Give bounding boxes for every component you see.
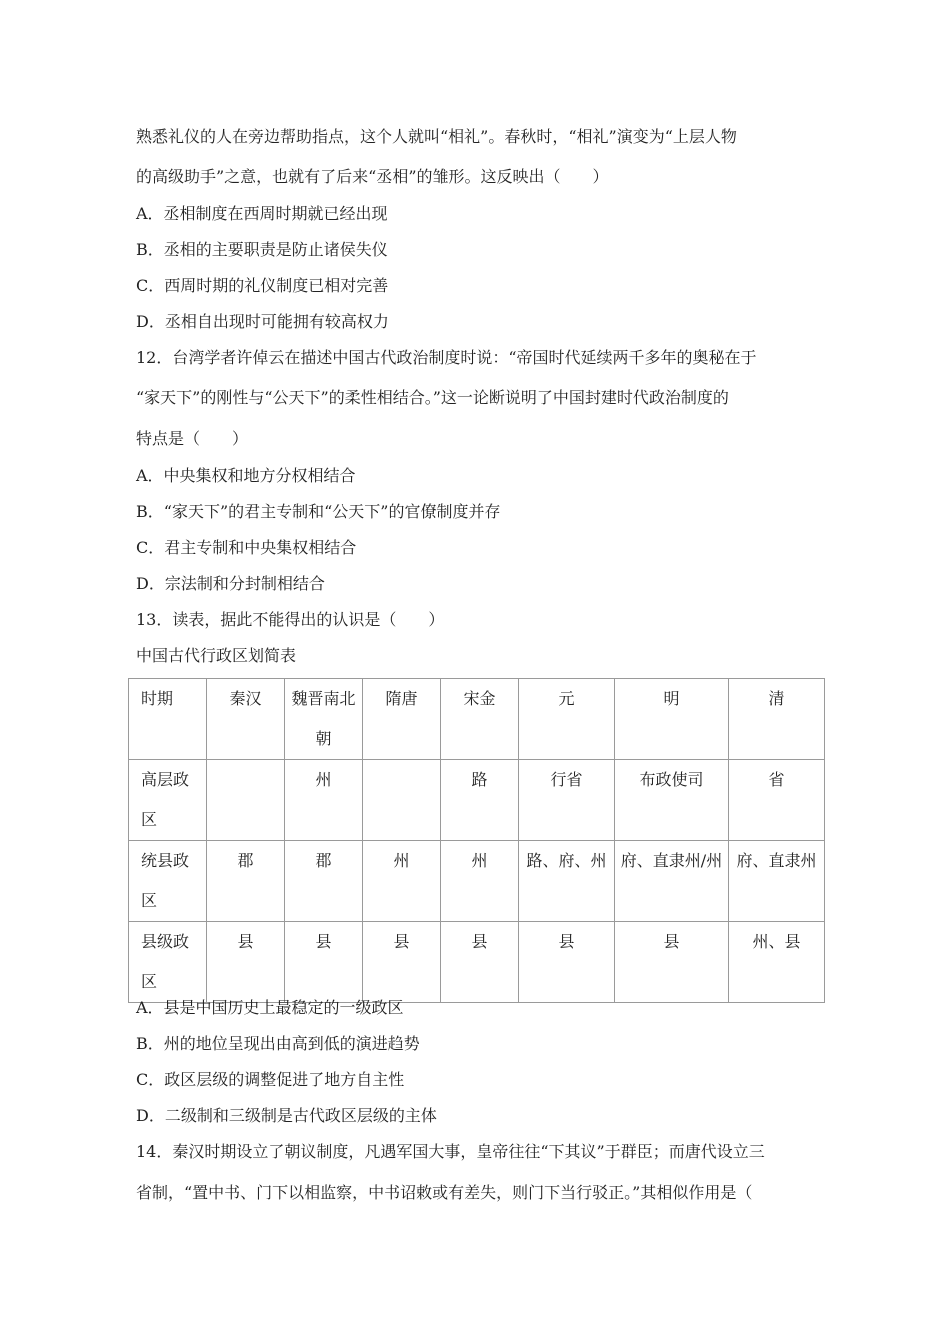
q12-stem-line-1: 12．台湾学者许倬云在描述中国古代政治制度时说：“帝国时代延续两千多年的奥秘在于 bbox=[136, 348, 757, 367]
q12-stem-line-3: 特点是（ ） bbox=[136, 429, 249, 448]
q13-option-d: D．二级制和三级制是古代政区层级的主体 bbox=[136, 1106, 437, 1125]
table-cell: 路 bbox=[441, 760, 519, 841]
q12-option-b: B．“家天下”的君主专制和“公天下”的官僚制度并存 bbox=[136, 502, 501, 521]
table-cell: 县 bbox=[285, 922, 363, 1003]
header-cell: 明 bbox=[615, 679, 729, 760]
row-label-cell: 高层政区 bbox=[129, 760, 207, 841]
intro-text-line-1: 熟悉礼仪的人在旁边帮助指点，这个人就叫“相礼”。春秋时，“相礼”演变为“上层人物 bbox=[136, 127, 737, 146]
header-cell: 秦汉 bbox=[207, 679, 285, 760]
q12-stem-line-2: “家天下”的刚性与“公天下”的柔性相结合。”这一论断说明了中国封建时代政治制度的 bbox=[136, 388, 729, 407]
q13-option-a: A．县是中国历史上最稳定的一级政区 bbox=[136, 998, 404, 1017]
table-row bbox=[129, 922, 825, 1003]
q14-stem-line-2: 省制，“置中书、门下以相监察，中书诏敕或有差失，则门下当行驳正。”其相似作用是（ bbox=[136, 1183, 753, 1202]
table-cell bbox=[363, 760, 441, 841]
header-cell: 宋金 bbox=[441, 679, 519, 760]
table-title: 中国古代行政区划简表 bbox=[136, 646, 297, 665]
table-cell: 县 bbox=[615, 922, 729, 1003]
header-cell: 时期 bbox=[129, 679, 207, 760]
table-header-row bbox=[129, 679, 825, 760]
table-row bbox=[129, 841, 825, 922]
header-cell: 清 bbox=[729, 679, 825, 760]
table-cell: 州、县 bbox=[729, 922, 825, 1003]
q11-option-a: A．丞相制度在西周时期就已经出现 bbox=[136, 204, 388, 223]
table-cell: 郡 bbox=[285, 841, 363, 922]
table-cell: 省 bbox=[729, 760, 825, 841]
header-cell: 元 bbox=[519, 679, 615, 760]
row-label-cell: 统县政区 bbox=[129, 841, 207, 922]
header-cell: 隋唐 bbox=[363, 679, 441, 760]
q12-option-d: D．宗法制和分封制相结合 bbox=[136, 574, 325, 593]
table-cell: 州 bbox=[285, 760, 363, 841]
q11-option-d: D．丞相自出现时可能拥有较高权力 bbox=[136, 312, 389, 331]
q13-stem: 13．读表，据此不能得出的认识是（ ） bbox=[136, 610, 445, 629]
q13-option-b: B．州的地位呈现出由高到低的演进趋势 bbox=[136, 1034, 420, 1053]
header-cell: 魏晋南北朝 bbox=[285, 679, 363, 760]
table-row bbox=[129, 760, 825, 841]
table-cell: 府、直隶州 bbox=[729, 841, 825, 922]
table-cell bbox=[207, 760, 285, 841]
table-cell: 府、直隶州/州 bbox=[615, 841, 729, 922]
intro-text-line-2: 的高级助手”之意，也就有了后来“丞相”的雏形。这反映出（ ） bbox=[136, 167, 609, 186]
table-cell: 州 bbox=[363, 841, 441, 922]
table-cell: 州 bbox=[441, 841, 519, 922]
q11-option-c: C．西周时期的礼仪制度已相对完善 bbox=[136, 276, 389, 295]
q11-option-b: B．丞相的主要职责是防止诸侯失仪 bbox=[136, 240, 388, 259]
admin-division-table bbox=[128, 678, 825, 1003]
table-cell: 县 bbox=[441, 922, 519, 1003]
table-cell: 县 bbox=[519, 922, 615, 1003]
q14-stem-line-1: 14．秦汉时期设立了朝议制度，凡遇军国大事，皇帝往往“下其议”于群臣；而唐代设立三 bbox=[136, 1142, 765, 1161]
table-cell: 路、府、州 bbox=[519, 841, 615, 922]
q12-option-a: A．中央集权和地方分权相结合 bbox=[136, 466, 356, 485]
table-cell: 行省 bbox=[519, 760, 615, 841]
table-cell: 郡 bbox=[207, 841, 285, 922]
table-cell: 县 bbox=[363, 922, 441, 1003]
row-label-cell: 县级政区 bbox=[129, 922, 207, 1003]
q13-option-c: C．政区层级的调整促进了地方自主性 bbox=[136, 1070, 405, 1089]
q12-option-c: C．君主专制和中央集权相结合 bbox=[136, 538, 357, 557]
table-cell: 布政使司 bbox=[615, 760, 729, 841]
table-cell: 县 bbox=[207, 922, 285, 1003]
